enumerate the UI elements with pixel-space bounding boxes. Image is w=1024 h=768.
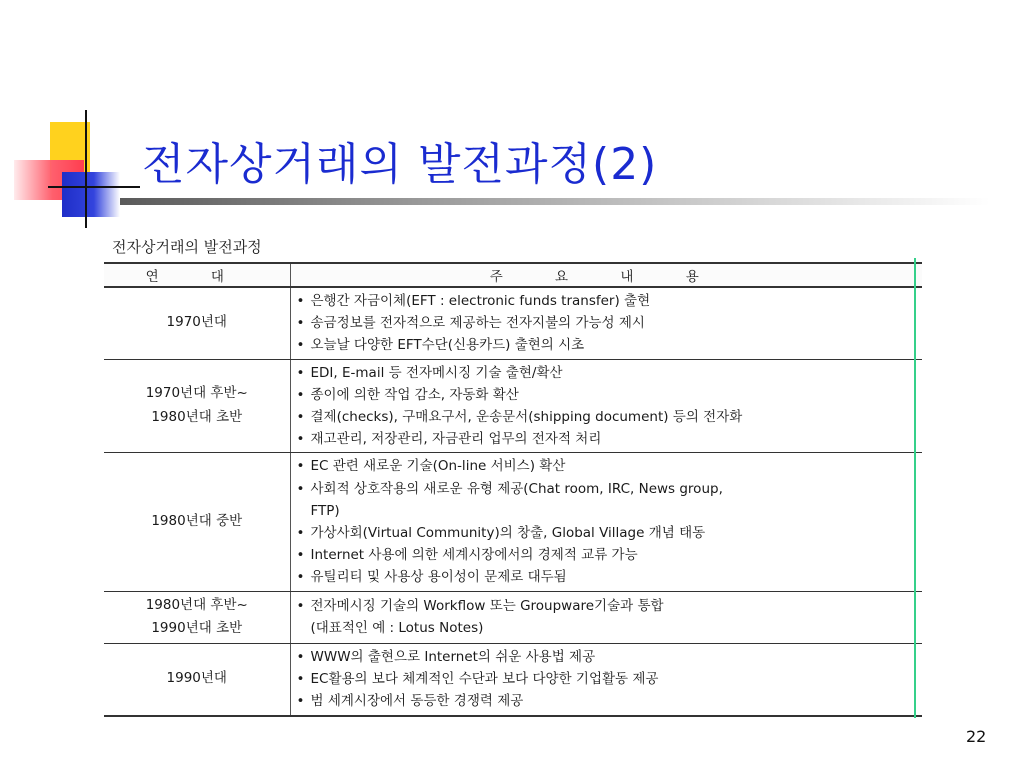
- list-item: • Internet 사용에 의한 세계시장에서의 경제적 교류 가능: [297, 544, 917, 566]
- scan-edge-line: [914, 258, 916, 718]
- list-item: • 결제(checks), 구매요구서, 운송문서(shipping document) 등의 전자화: [297, 406, 917, 428]
- slide-title: 전자상거래의 발전과정(2): [142, 139, 658, 190]
- list-item: • 유틸리티 및 사용상 용이성이 문제로 대두됨: [297, 566, 917, 588]
- table-header-row: [104, 263, 922, 287]
- table-row: [104, 453, 922, 591]
- content-cell: [290, 643, 922, 715]
- header-main-content: 주 요 내 용: [290, 263, 922, 287]
- scanned-table-figure: [100, 232, 922, 720]
- content-list: [297, 362, 917, 451]
- page-number: 22: [966, 727, 987, 746]
- list-item: • 은행간 자금이체(EFT : electronic funds transfer) 출현: [297, 290, 917, 312]
- content-cell: [290, 287, 922, 359]
- era-cell: [104, 453, 290, 591]
- list-item: • EC활용의 보다 체계적인 수단과 보다 다양한 기업활동 제공: [297, 668, 917, 690]
- content-list: [297, 290, 917, 357]
- header-era: 연 대: [104, 263, 290, 287]
- list-item: • EDI, E-mail 등 전자메시징 기술 출현/확산: [297, 362, 917, 384]
- list-item: • 송금정보를 전자적으로 제공하는 전자지불의 가능성 제시: [297, 312, 917, 334]
- era-cell: [104, 643, 290, 715]
- era-label: 1980년대 초반: [151, 409, 243, 426]
- era-label: 1990년대: [166, 670, 227, 687]
- era-label: 1970년대: [166, 314, 227, 331]
- list-item: • WWW의 출현으로 Internet의 쉬운 사용법 제공: [297, 646, 917, 668]
- era-cell: [104, 359, 290, 453]
- era-cell: [104, 287, 290, 359]
- list-item: (대표적인 예 : Lotus Notes): [310, 620, 484, 637]
- list-item: • 재고관리, 저장관리, 자금관리 업무의 전자적 처리: [297, 428, 917, 450]
- ornament-horizontal-line: [48, 186, 140, 188]
- content-cell: [290, 453, 922, 591]
- list-item: • 오늘날 다양한 EFT수단(신용카드) 출현의 시초: [297, 334, 917, 356]
- content-cell: [290, 359, 922, 453]
- era-label: 1980년대 중반: [151, 513, 243, 530]
- table-row: [104, 643, 922, 715]
- table-row: [104, 591, 922, 643]
- ornament-blue-square: [62, 172, 120, 217]
- era-label: 1970년대 후반~: [145, 385, 248, 402]
- list-item: • EC 관련 새로운 기술(On-line 서비스) 확산: [297, 455, 917, 477]
- table-caption: 전자상거래의 발전과정: [112, 238, 262, 256]
- list-item: • 범 세계시장에서 동등한 경쟁력 제공: [297, 690, 917, 712]
- content-list: [297, 646, 917, 713]
- list-item: FTP): [310, 502, 340, 519]
- table-row: [104, 359, 922, 453]
- content-cell: [290, 591, 922, 643]
- table-row: [104, 287, 922, 359]
- list-item: • 종이에 의한 작업 감소, 자동화 확산: [297, 384, 917, 406]
- history-table: [104, 262, 922, 717]
- era-label: 1990년대 초반: [151, 620, 243, 637]
- title-underline: [120, 198, 990, 205]
- content-list: [297, 455, 917, 588]
- list-item: • 가상사회(Virtual Community)의 창출, Global Village 개념 태동: [297, 522, 917, 544]
- content-list: [297, 595, 917, 639]
- era-label: 1980년대 후반~: [145, 596, 248, 613]
- list-item: • 사회적 상호작용의 새로운 유형 제공(Chat room, IRC, News group,: [297, 478, 917, 500]
- era-cell: [104, 591, 290, 643]
- list-item: • 전자메시징 기술의 Workflow 또는 Groupware기술과 통합: [297, 595, 917, 617]
- ornament-vertical-line: [85, 110, 87, 228]
